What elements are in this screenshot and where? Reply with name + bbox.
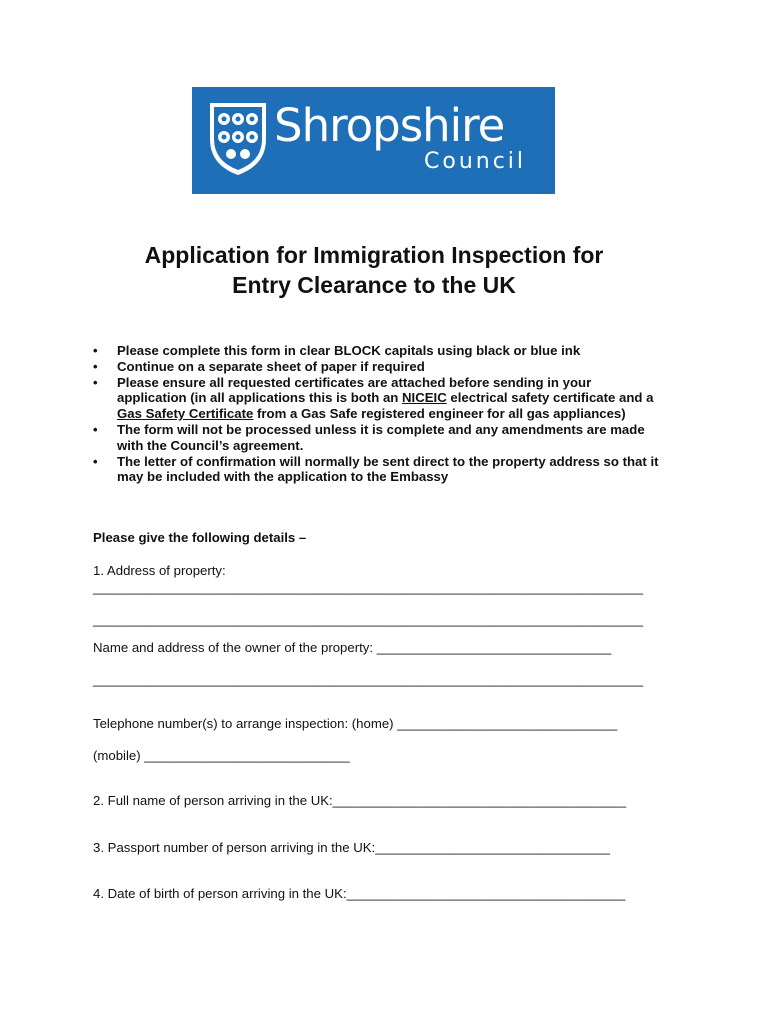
logo-sub: Council (424, 149, 527, 174)
date-of-birth-field[interactable]: 4. Date of birth of person arriving in the UK:______________________________________ (93, 886, 626, 901)
phone-mobile-field[interactable]: (mobile) ____________________________ (93, 748, 350, 763)
property-address-field-1[interactable]: ___________________________________________________________________________ (93, 580, 644, 595)
phone-home-field[interactable]: Telephone number(s) to arrange inspection: (home) ______________________________ (93, 716, 618, 731)
coat-of-arms-icon (206, 99, 270, 177)
passport-number-field[interactable]: 3. Passport number of person arriving in the UK:________________________________ (93, 840, 610, 855)
owner-field[interactable]: Name and address of the owner of the property: ________________________________ (93, 640, 612, 655)
council-logo (192, 87, 555, 194)
logo-name: Shropshire (274, 99, 505, 152)
owner-address-field[interactable]: ___________________________________________________________________________ (93, 672, 644, 687)
niceic-link[interactable]: NICEIC (402, 390, 447, 406)
instruction-item: • The form will not be processed unless it is complete and any amendments are made with the Council’s agreement. (93, 422, 663, 454)
instruction-text: from a Gas Safe registered engineer for all gas appliances) (253, 406, 626, 422)
title-line-2: Entry Clearance to the UK (232, 272, 516, 298)
instructions-list (93, 343, 663, 485)
instruction-item (93, 375, 663, 422)
instruction-item: • Continue on a separate sheet of paper if required (93, 359, 663, 375)
title-line-1: Application for Immigration Inspection for (144, 242, 604, 268)
page-title (60, 240, 688, 300)
instruction-text: electrical safety certificate and a (446, 390, 654, 406)
property-address-field-2[interactable]: ___________________________________________________________________________ (93, 612, 644, 627)
gas-safety-link[interactable]: Gas Safety Certificate (117, 406, 254, 422)
instruction-item: • Please complete this form in clear BLOCK capitals using black or blue ink (93, 343, 663, 359)
property-address-label: 1. Address of property: (93, 563, 226, 578)
instruction-text: Please ensure all requested certificates are attached before sending in your application (in all applications this is both an (117, 374, 592, 406)
full-name-field[interactable]: 2. Full name of person arriving in the UK:________________________________________ (93, 793, 627, 808)
instruction-item: • The letter of confirmation will normally be sent direct to the property address so that it may be included with the application to the Embassy (93, 454, 663, 486)
form-intro: Please give the following details – (93, 530, 307, 545)
